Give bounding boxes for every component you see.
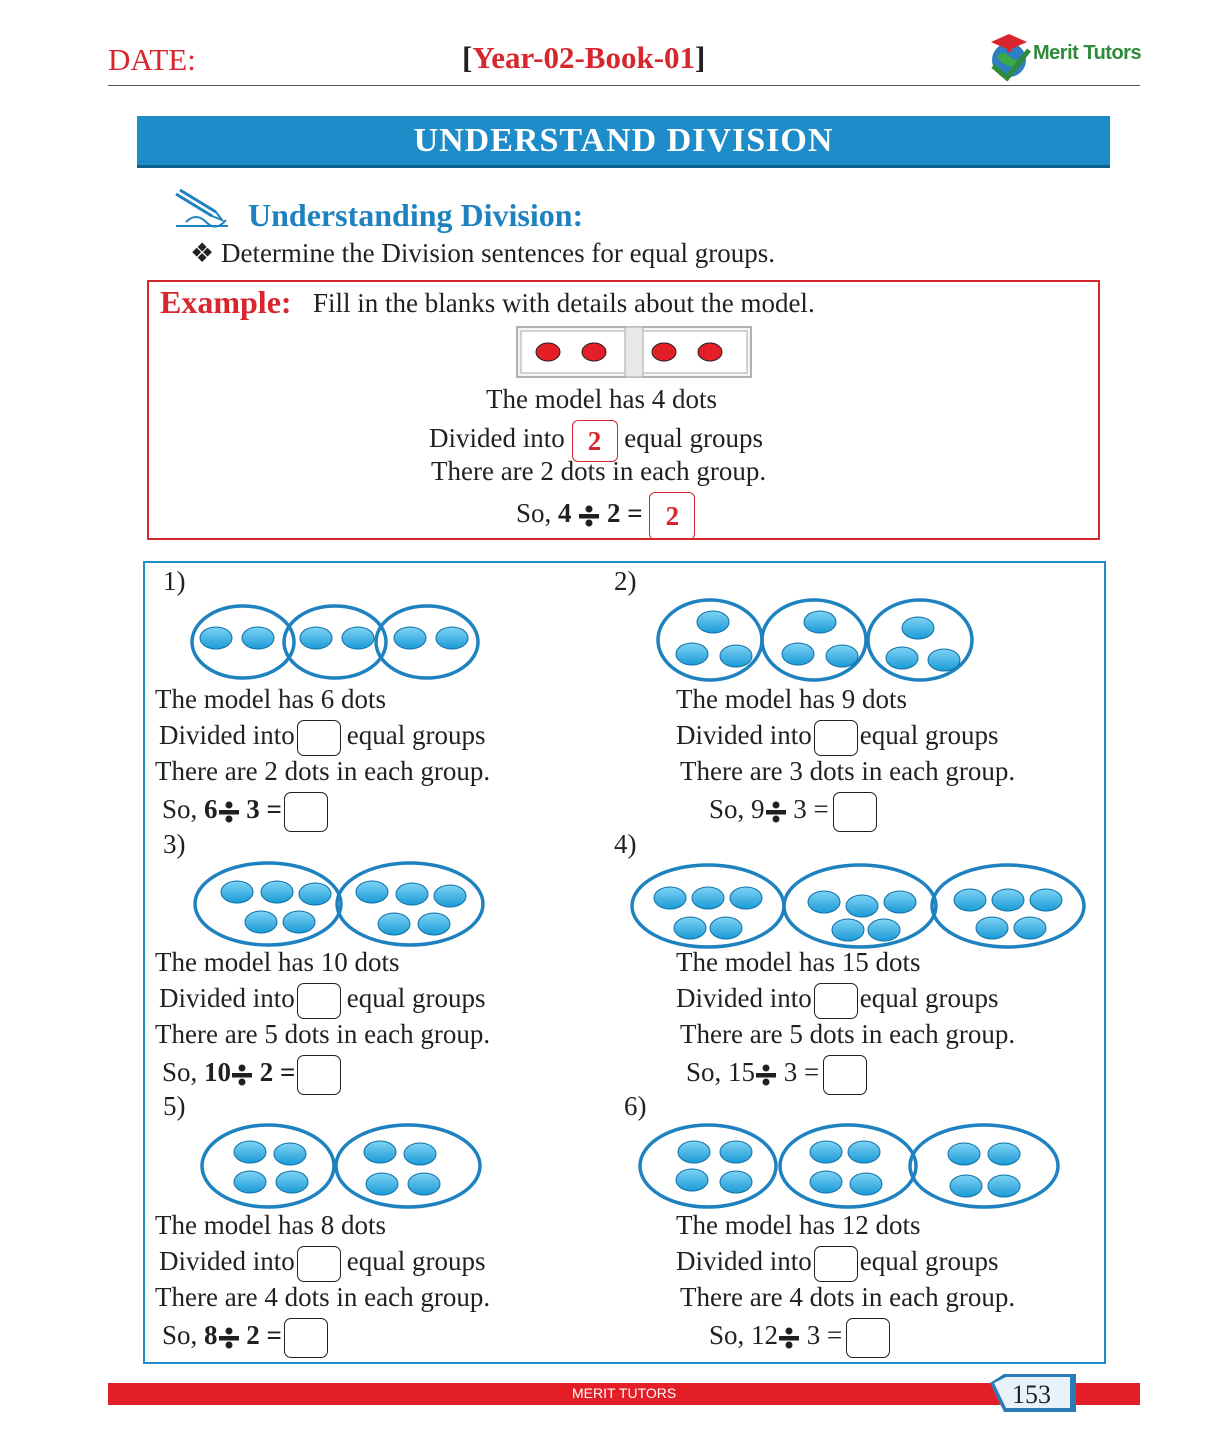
blue-dot [697, 611, 729, 633]
division-sign-icon [231, 1064, 253, 1086]
problem-6-model [636, 1120, 1066, 1212]
blue-dot [720, 1141, 752, 1163]
division-sign-icon [578, 505, 600, 527]
footer-text: MERIT TUTORS [572, 1385, 677, 1401]
blue-dot [242, 627, 274, 649]
blue-dot [200, 627, 232, 649]
problem-1-model [188, 600, 493, 684]
problem-number: 4) [614, 829, 637, 859]
blue-dot [720, 645, 752, 667]
blue-dot [886, 647, 918, 669]
blue-dot [300, 627, 332, 649]
blue-dot [868, 919, 900, 941]
groups-answer-box[interactable] [814, 1246, 858, 1282]
groups-answer-box[interactable] [814, 983, 858, 1019]
page-title-banner: UNDERSTAND DIVISION [137, 116, 1110, 168]
blue-dot [283, 911, 315, 933]
blue-dot [804, 611, 836, 633]
problem-4-model [628, 860, 1088, 952]
problem-6-line-1: The model has 12 dots [676, 1210, 921, 1240]
pencil-writing-icon [172, 186, 232, 228]
red-dot [582, 343, 606, 361]
section-bullet: ❖ Determine the Division sentences for equal groups. [190, 238, 776, 268]
globe-logo-icon [985, 28, 1035, 84]
example-line-3: There are 2 dots in each group. [431, 456, 767, 486]
example-line-1: The model has 4 dots [486, 384, 717, 414]
quotient-answer-box[interactable] [823, 1055, 867, 1095]
problem-number: 5) [163, 1091, 186, 1121]
problem-2-line-3: There are 3 dots in each group. [680, 756, 1016, 786]
red-dot [536, 343, 560, 361]
problem-3-model [190, 858, 490, 950]
problem-5-line-4: So, 8 2 = [162, 1318, 328, 1358]
problem-5-model [198, 1120, 486, 1212]
problem-1-line-4: So, 6 3 = [162, 792, 328, 832]
problem-number: 2) [614, 566, 637, 596]
blue-dot [710, 917, 742, 939]
blue-dot [342, 627, 374, 649]
blue-dot [261, 881, 293, 903]
division-sign-icon [218, 1327, 240, 1349]
quotient-answer-box[interactable] [297, 1055, 341, 1095]
blue-dot [234, 1171, 266, 1193]
problem-4-line-3: There are 5 dots in each group. [680, 1019, 1016, 1049]
blue-dot [396, 883, 428, 905]
problem-3-line-3: There are 5 dots in each group. [155, 1019, 491, 1049]
blue-dot [1014, 917, 1046, 939]
blue-dot [988, 1175, 1020, 1197]
blue-dot [366, 1173, 398, 1195]
blue-dot [850, 1173, 882, 1195]
problem-number: 6) [624, 1091, 647, 1121]
quotient-answer-box[interactable] [833, 792, 877, 832]
quotient-answer-box[interactable] [846, 1318, 890, 1358]
problem-1-line-1: The model has 6 dots [155, 684, 386, 714]
problem-2-line-2: Divided into equal groups [676, 720, 998, 756]
problem-4-line-1: The model has 15 dots [676, 947, 921, 977]
blue-dot [848, 1141, 880, 1163]
blue-dot [948, 1143, 980, 1165]
header-divider [108, 85, 1140, 86]
problem-2-model [654, 594, 984, 686]
problem-5-line-3: There are 4 dots in each group. [155, 1282, 491, 1312]
blue-dot [730, 887, 762, 909]
blue-dot [276, 1171, 308, 1193]
problem-4-line-4: So, 15 3 = [686, 1055, 867, 1095]
example-line-2: Divided into 2 equal groups [429, 420, 763, 462]
red-dot [698, 343, 722, 361]
blue-dot [676, 643, 708, 665]
merit-tutors-logo [985, 28, 1145, 84]
blue-dot [826, 645, 858, 667]
blue-dot [692, 887, 724, 909]
groups-answer-box[interactable] [814, 720, 858, 756]
blue-dot [378, 913, 410, 935]
problem-number: 1) [163, 566, 186, 596]
blue-dot [988, 1143, 1020, 1165]
problem-6-line-2: Divided into equal groups [676, 1246, 998, 1282]
example-dot-model [516, 326, 752, 378]
blue-dot [221, 881, 253, 903]
problem-2-line-1: The model has 9 dots [676, 684, 907, 714]
problem-5-line-2: Divided into equal groups [159, 1246, 485, 1282]
example-answer-quotient: 2 [649, 492, 695, 540]
blue-dot [418, 913, 450, 935]
groups-answer-box[interactable] [297, 983, 341, 1019]
groups-answer-box[interactable] [297, 720, 341, 756]
section-heading: Understanding Division: [248, 197, 584, 233]
blue-dot [720, 1171, 752, 1193]
problem-1-line-2: Divided into equal groups [159, 720, 485, 756]
blue-dot [434, 885, 466, 907]
blue-dot [832, 919, 864, 941]
blue-dot [299, 883, 331, 905]
example-instruction: Fill in the blanks with details about the model. [313, 288, 815, 318]
blue-dot [810, 1171, 842, 1193]
blue-dot [1030, 889, 1062, 911]
division-sign-icon [778, 1327, 800, 1349]
problem-number: 3) [163, 829, 186, 859]
blue-dot [810, 1141, 842, 1163]
blue-dot [846, 895, 878, 917]
red-dot [652, 343, 676, 361]
blue-dot [954, 889, 986, 911]
blue-dot [992, 889, 1024, 911]
problem-1-line-3: There are 2 dots in each group. [155, 756, 491, 786]
quotient-answer-box[interactable] [284, 792, 328, 832]
blue-dot [902, 617, 934, 639]
blue-dot [408, 1173, 440, 1195]
blue-dot [782, 643, 814, 665]
blue-dot [674, 917, 706, 939]
date-label: DATE: [108, 42, 196, 77]
book-title: [Year-02-Book-01] [462, 40, 706, 75]
blue-dot [676, 1169, 708, 1191]
logo-text: Merit Tutors [1033, 42, 1142, 64]
blue-dot [928, 649, 960, 671]
blue-dot [678, 1141, 710, 1163]
problem-3-line-2: Divided into equal groups [159, 983, 485, 1019]
example-line-4: So, 4 2 = 2 [516, 492, 695, 540]
blue-dot [976, 917, 1008, 939]
quotient-answer-box[interactable] [284, 1318, 328, 1358]
blue-dot [436, 627, 468, 649]
division-sign-icon [218, 801, 240, 823]
page-number: 153 [1012, 1380, 1051, 1409]
blue-dot [356, 881, 388, 903]
division-sign-icon [755, 1064, 777, 1086]
blue-dot [274, 1143, 306, 1165]
problem-4-line-2: Divided into equal groups [676, 983, 998, 1019]
blue-dot [245, 911, 277, 933]
blue-dot [884, 891, 916, 913]
blue-dot [404, 1143, 436, 1165]
problem-2-line-4: So, 9 3 = [709, 792, 877, 832]
blue-dot [654, 887, 686, 909]
problem-5-line-1: The model has 8 dots [155, 1210, 386, 1240]
problem-3-line-1: The model has 10 dots [155, 947, 400, 977]
problem-6-line-3: There are 4 dots in each group. [680, 1282, 1016, 1312]
problem-3-line-4: So, 10 2 = [162, 1055, 341, 1095]
division-sign-icon [765, 801, 787, 823]
example-label: Example: [160, 284, 292, 320]
example-answer-groups: 2 [572, 420, 618, 462]
blue-dot [364, 1141, 396, 1163]
groups-answer-box[interactable] [297, 1246, 341, 1282]
blue-dot [950, 1175, 982, 1197]
blue-dot [234, 1141, 266, 1163]
problem-6-line-4: So, 12 3 = [709, 1318, 890, 1358]
blue-dot [808, 891, 840, 913]
blue-dot [394, 627, 426, 649]
